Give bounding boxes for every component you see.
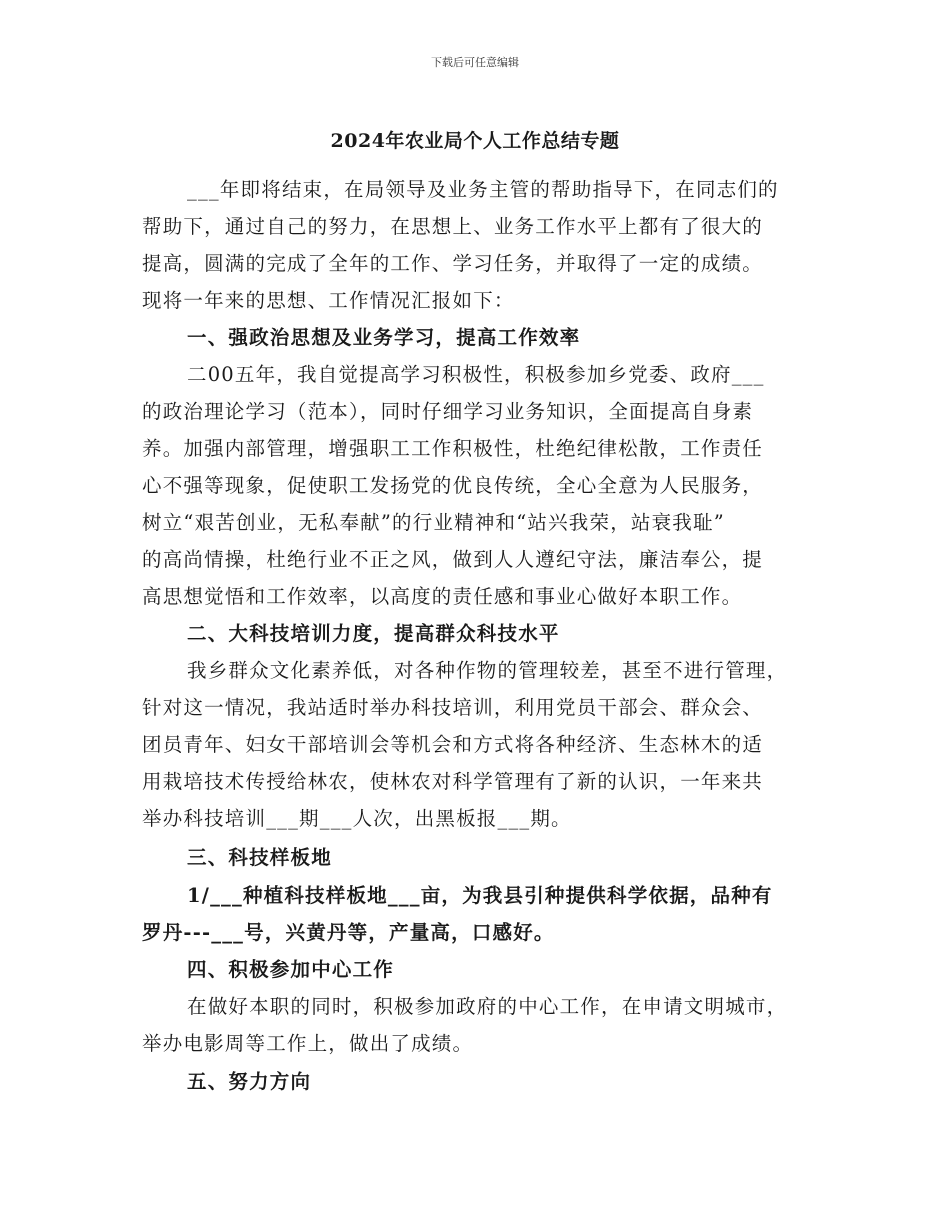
paragraph-line: 养。加强内部管理，增强职工工作积极性，杜绝纪律松散，工作责任 — [142, 437, 764, 460]
document-title: 2024年农业局个人工作总结专题 — [330, 130, 620, 152]
paragraph-line: ___年即将结束，在局领导及业务主管的帮助指导下，在同志们的 — [187, 178, 779, 201]
page-header: 下载后可任意编辑 — [431, 56, 519, 69]
paragraph-line: 心不强等现象，促使职工发扬党的优良传统，全心全意为人民服务， — [142, 474, 764, 497]
section-heading-2: 二、大科技培训力度，提高群众科技水平 — [187, 622, 560, 645]
paragraph-line: 的高尚情操，杜绝行业不正之风，做到人人遵纪守法，廉洁奉公，提 — [142, 548, 764, 571]
paragraph-line: 的政治理论学习（范本），同时仔细学习业务知识，全面提高自身素 — [142, 400, 754, 423]
section-heading-3: 三、科技样板地 — [187, 846, 332, 869]
paragraph-line: 我乡群众文化素养低，对各种作物的管理较差，甚至不进行管理， — [187, 659, 788, 682]
paragraph-line: 高思想觉悟和工作效率，以高度的责任感和事业心做好本职工作。 — [142, 585, 743, 608]
paragraph-line: 二00五年，我自觉提高学习积极性，积极参加乡党委、政府___ — [187, 363, 765, 386]
paragraph-line: 树立“艰苦创业，无私奉献”的行业精神和“站兴我荣，站衰我耻” — [142, 511, 725, 534]
paragraph-line: 提高，圆满的完成了全年的工作、学习任务，并取得了一定的成绩。 — [142, 252, 764, 275]
paragraph-line: 在做好本职的同时，积极参加政府的中心工作，在申请文明城市， — [187, 995, 788, 1018]
paragraph-line: 现将一年来的思想、工作情况汇报如下： — [142, 289, 515, 312]
paragraph-line: 罗丹---___号，兴黄丹等，产量高，口感好。 — [142, 921, 555, 944]
paragraph-line: 针对这一情况，我站适时举办科技培训，利用党员干部会、群众会、 — [142, 696, 764, 719]
paragraph-line: 1/___种植科技样板地___亩，为我县引种提供科学依据，品种有 — [187, 884, 773, 907]
paragraph-line: 团员青年、妇女干部培训会等机会和方式将各种经济、生态林木的适 — [142, 733, 764, 756]
paragraph-line: 帮助下，通过自己的努力，在思想上、业务工作水平上都有了很大的 — [142, 215, 764, 238]
paragraph-line: 举办科技培训___期___人次，出黑板报___期。 — [142, 807, 572, 830]
paragraph-line: 用栽培技术传授给林农，使林农对科学管理有了新的认识，一年来共 — [142, 770, 764, 793]
paragraph-line: 举办电影周等工作上，做出了成绩。 — [142, 1032, 474, 1055]
section-heading-4: 四、积极参加中心工作 — [187, 958, 395, 981]
section-heading-5: 五、努力方向 — [187, 1070, 312, 1093]
section-heading-1: 一、强政治思想及业务学习，提高工作效率 — [187, 326, 581, 349]
